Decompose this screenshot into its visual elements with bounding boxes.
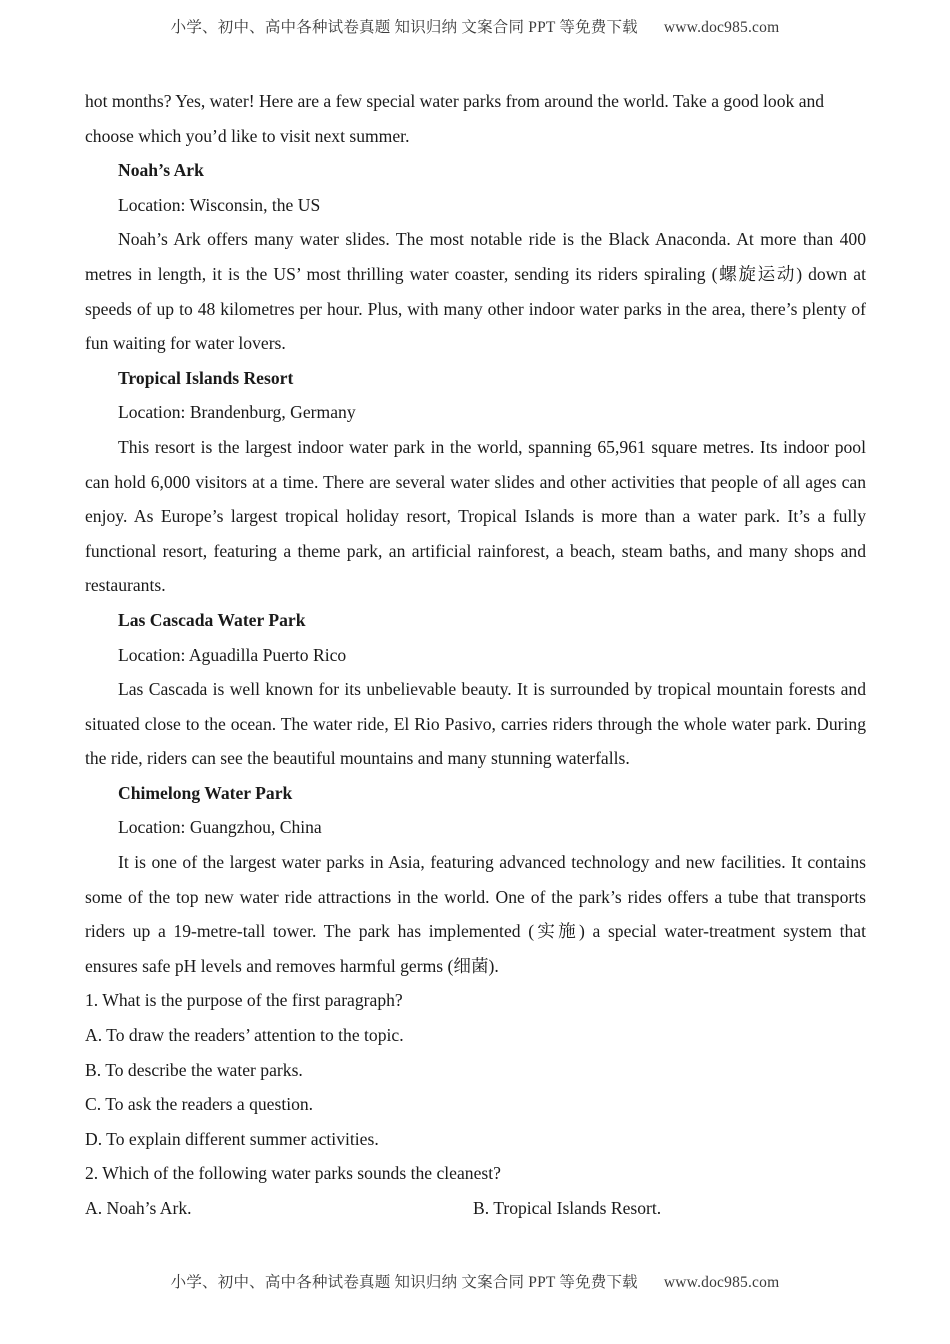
section-heading-las-cascada-water-park: Las Cascada Water Park	[118, 609, 306, 630]
question-1-option-b[interactable]: B. To describe the water parks.	[85, 1059, 303, 1080]
intro-paragraph: hot months? Yes, water! Here are a few special water parks from around the world. Take a good look and choose which you’d like to visit next summer.	[85, 91, 825, 146]
question-2-option-b[interactable]: B. Tropical Islands Resort.	[473, 1198, 662, 1218]
section-paragraph-las-cascada-water-park: Las Cascada is well known for its unbelievable beauty. It is surrounded by tropical mountain forests and situated close to the ocean. The water ride, El Rio Pasivo, carries riders through the whole water park. During the ride, riders can see the beautiful mountains and many stunning waterfalls.	[85, 679, 866, 769]
question-1-option-d[interactable]: D. To explain different summer activities.	[85, 1128, 379, 1149]
document-body	[85, 84, 866, 1226]
section-location-noahs-ark: Location: Wisconsin, the US	[118, 194, 321, 215]
section-heading-tropical-islands-resort: Tropical Islands Resort	[118, 367, 294, 388]
section-heading-noahs-ark: Noah’s Ark	[118, 160, 204, 181]
page-footer-url: www.doc985.com	[663, 1274, 780, 1291]
section-heading-chimelong-water-park: Chimelong Water Park	[118, 782, 293, 803]
section-paragraph-chimelong-water-park: It is one of the largest water parks in Asia, featuring advanced technology and new facilities. It contains some of the top new water ride attractions in the world. One of the park’s rides offers a tube that transports riders up a 19-metre-tall tower. The park has implemented (实施) a special water-treatment system that ensures safe pH levels and removes harmful germs (细菌).	[85, 852, 866, 976]
page-header-url: www.doc985.com	[663, 19, 780, 36]
section-location-tropical-islands-resort: Location: Brandenburg, Germany	[118, 402, 356, 423]
question-1-option-a[interactable]: A. To draw the readers’ attention to the topic.	[85, 1025, 404, 1046]
section-paragraph-tropical-islands-resort: This resort is the largest indoor water park in the world, spanning 65,961 square metres. Its indoor pool can hold 6,000 visitors at a time. There are several water slides and other activities that people of all ages can enjoy. As Europe’s largest tropical holiday resort, Tropical Islands is more than a water park. It’s a fully functional resort, featuring a theme park, an artificial rainforest, a beach, steam baths, and many shops and restaurants.	[85, 436, 866, 596]
question-2-stem: 2. Which of the following water parks sounds the cleanest?	[85, 1163, 501, 1184]
page-header	[0, 15, 950, 37]
question-1-option-c[interactable]: C. To ask the readers a question.	[85, 1094, 314, 1115]
page-footer-text: 小学、初中、高中各种试卷真题 知识归纳 文案合同 PPT 等免费下载	[170, 1274, 638, 1291]
section-paragraph-noahs-ark: Noah’s Ark offers many water slides. The most notable ride is the Black Anaconda. At more than 400 metres in length, it is the US’ most thrilling water coaster, sending its riders spiraling (螺旋运动) down at speeds of up to 48 kilometres per hour. Plus, with many other indoor water parks in the area, there’s plenty of fun waiting for water lovers.	[85, 229, 866, 354]
page-footer	[0, 1270, 950, 1292]
question-1-stem: 1. What is the purpose of the first paragraph?	[85, 990, 403, 1011]
section-location-las-cascada-water-park: Location: Aguadilla Puerto Rico	[118, 644, 347, 665]
section-location-chimelong-water-park: Location: Guangzhou, China	[118, 817, 322, 838]
question-2-option-a[interactable]: A. Noah’s Ark.	[85, 1198, 192, 1218]
page-header-text: 小学、初中、高中各种试卷真题 知识归纳 文案合同 PPT 等免费下载	[170, 19, 638, 36]
question-2-options-row	[85, 1191, 866, 1226]
